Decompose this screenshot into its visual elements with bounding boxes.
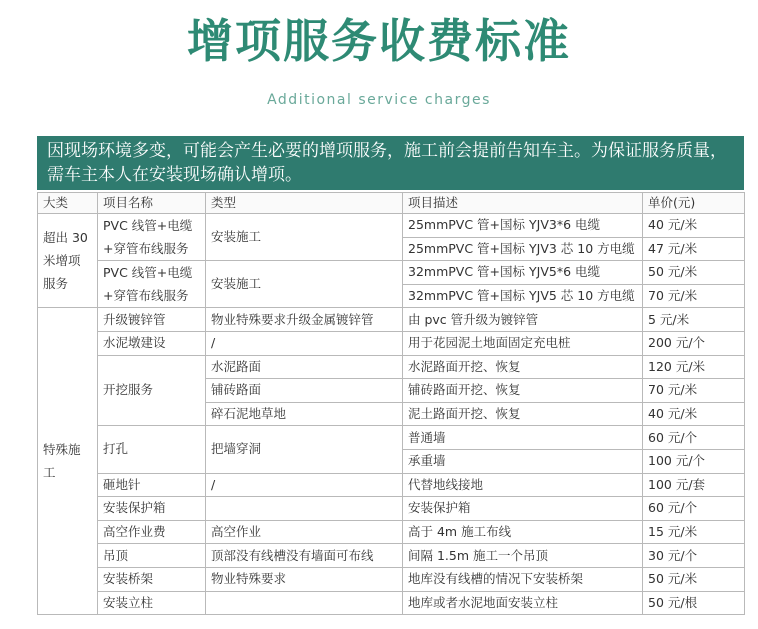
desc-cell: 代替地线接地 [403,473,643,497]
desc-cell: 间隔 1.5m 施工一个吊顶 [403,544,643,568]
header-category: 大类 [38,193,98,214]
item-cell: 开挖服务 [98,355,206,426]
item-cell: 高空作业费 [98,520,206,544]
type-cell: 安装施工 [206,261,403,308]
table-row [38,355,745,379]
desc-cell: 地库或者水泥地面安装立柱 [403,591,643,615]
type-cell: 水泥路面 [206,355,403,379]
price-cell: 50 元/米 [643,567,745,591]
item-cell: PVC 线管+电缆+穿管布线服务 [98,261,206,308]
desc-cell: 32mmPVC 管+国标 YJV5 芯 10 方电缆 [403,284,643,308]
desc-cell: 地库没有线槽的情况下安装桥架 [403,567,643,591]
type-cell: 铺砖路面 [206,379,403,403]
table-row [38,214,745,238]
desc-cell: 水泥路面开挖、恢复 [403,355,643,379]
table-row [38,520,745,544]
desc-cell: 用于花园泥土地面固定充电桩 [403,331,643,355]
price-cell: 70 元/米 [643,379,745,403]
price-cell: 50 元/米 [643,261,745,285]
header-item: 项目名称 [98,193,206,214]
desc-cell: 泥土路面开挖、恢复 [403,402,643,426]
type-cell: 安装施工 [206,214,403,261]
notice-banner: 因现场环境多变，可能会产生必要的增项服务，施工前会提前告知车主。为保证服务质量，需车主本人在安装现场确认增项。 [37,136,744,190]
price-cell: 100 元/套 [643,473,745,497]
type-cell: / [206,473,403,497]
price-cell: 5 元/米 [643,308,745,332]
item-cell: 水泥墩建设 [98,331,206,355]
table-row [38,473,745,497]
price-cell: 120 元/米 [643,355,745,379]
item-cell: 吊顶 [98,544,206,568]
price-cell: 100 元/个 [643,449,745,473]
desc-cell: 普通墙 [403,426,643,450]
price-cell: 60 元/个 [643,426,745,450]
price-cell: 40 元/米 [643,214,745,238]
table-row [38,497,745,521]
item-cell: 安装桥架 [98,567,206,591]
table-row [38,261,745,285]
item-cell: PVC 线管+电缆+穿管布线服务 [98,214,206,261]
item-cell: 砸地针 [98,473,206,497]
header-desc: 项目描述 [403,193,643,214]
page-title: 增项服务收费标准 [187,14,571,68]
type-cell [206,497,403,521]
item-cell: 安装保护箱 [98,497,206,521]
table-row [38,426,745,450]
item-cell: 升级镀锌管 [98,308,206,332]
desc-cell: 高于 4m 施工布线 [403,520,643,544]
price-cell: 40 元/米 [643,402,745,426]
price-cell: 70 元/米 [643,284,745,308]
type-cell: 碎石泥地草地 [206,402,403,426]
type-cell [206,591,403,615]
desc-cell: 安装保护箱 [403,497,643,521]
price-cell: 60 元/个 [643,497,745,521]
type-cell: 高空作业 [206,520,403,544]
type-cell: 物业特殊要求升级金属镀锌管 [206,308,403,332]
header-type: 类型 [206,193,403,214]
category-cell: 特殊施工 [38,308,98,615]
type-cell: 物业特殊要求 [206,567,403,591]
price-cell: 47 元/米 [643,237,745,261]
price-cell: 15 元/米 [643,520,745,544]
desc-cell: 铺砖路面开挖、恢复 [403,379,643,403]
table-row [38,331,745,355]
item-cell: 打孔 [98,426,206,473]
desc-cell: 25mmPVC 管+国标 YJV3 芯 10 方电缆 [403,237,643,261]
category-cell: 超出 30 米增项服务 [38,214,98,308]
page-subtitle: Additional service charges [267,92,491,108]
header-price: 单价(元) [643,193,745,214]
price-table [37,192,745,615]
price-cell: 50 元/根 [643,591,745,615]
desc-cell: 25mmPVC 管+国标 YJV3*6 电缆 [403,214,643,238]
item-cell: 安装立柱 [98,591,206,615]
price-cell: 30 元/个 [643,544,745,568]
desc-cell: 承重墙 [403,449,643,473]
type-cell: 把墙穿洞 [206,426,403,473]
table-header-row [38,193,745,214]
type-cell: / [206,331,403,355]
table-row [38,544,745,568]
desc-cell: 由 pvc 管升级为镀锌管 [403,308,643,332]
type-cell: 顶部没有线槽没有墙面可布线 [206,544,403,568]
table-row [38,308,745,332]
table-row [38,567,745,591]
desc-cell: 32mmPVC 管+国标 YJV5*6 电缆 [403,261,643,285]
table-row [38,591,745,615]
price-cell: 200 元/个 [643,331,745,355]
